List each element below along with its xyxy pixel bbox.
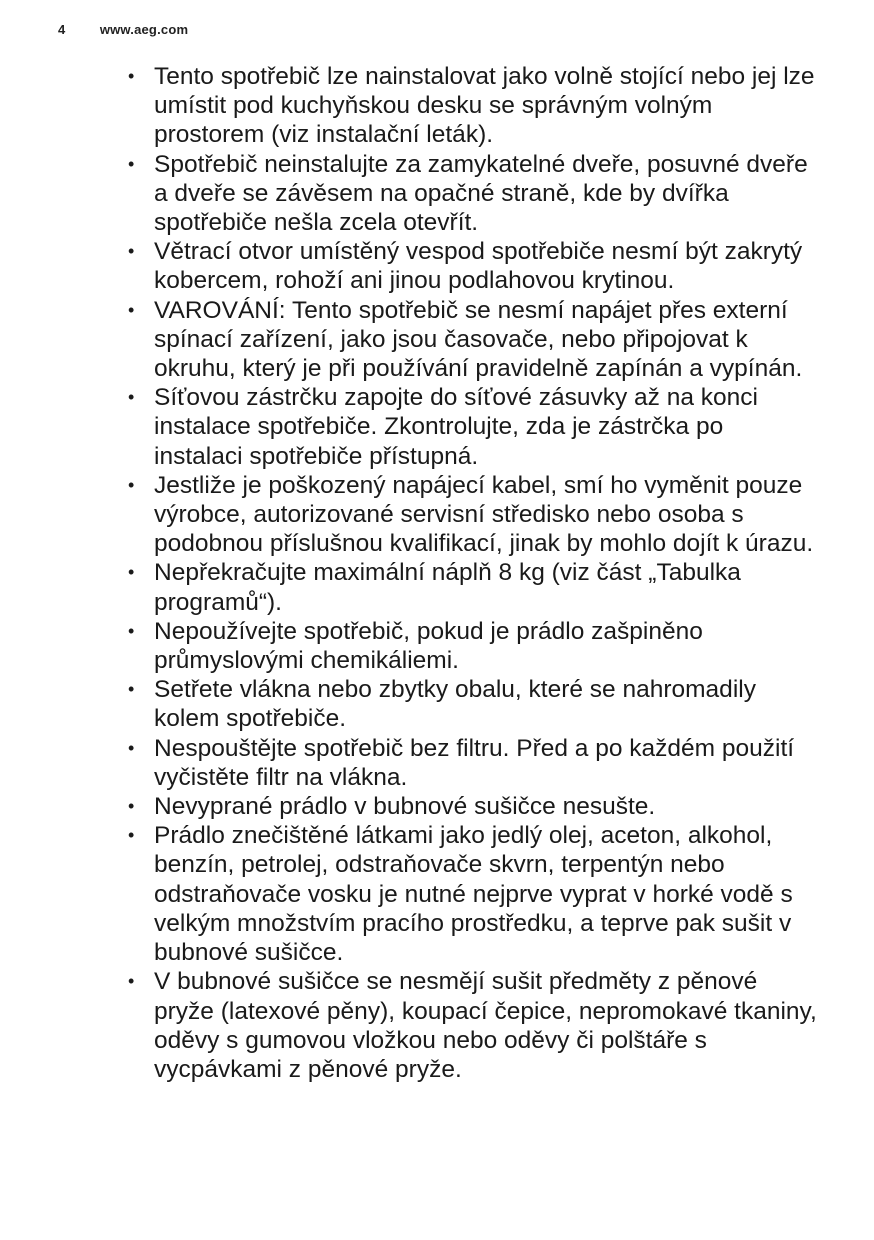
page-header <box>58 22 188 37</box>
list-item-text: Prádlo znečištěné látkami jako jedlý olej, aceton, alkohol, benzín, petrolej, odstraňovače skvrn, terpentýn nebo odstraňovače vosku je nutné nejprve vyprat v horké vodě s velkým množstvím pracího prostředku, a teprve pak sušit v bubnové sušičce. <box>154 822 793 967</box>
bullet-icon: • <box>128 299 135 320</box>
list-item <box>128 558 818 616</box>
list-item-text: Nevyprané prádlo v bubnové sušičce nesušte. <box>154 793 656 821</box>
list-item-text: Setřete vlákna nebo zbytky obalu, které se nahromadily kolem spotřebiče. <box>154 676 756 733</box>
bullet-icon: • <box>128 153 135 174</box>
list-item <box>128 471 818 559</box>
list-item <box>128 383 818 471</box>
list-item-text: VAROVÁNÍ: Tento spotřebič se nesmí napájet přes externí spínací zařízení, jako jsou časovače, nebo připojovat k okruhu, který je při používání pravidelně zapínán a vypínán. <box>154 296 803 383</box>
list-item-text: Nespouštějte spotřebič bez filtru. Před a po každém použití vyčistěte filtr na vlákna. <box>154 734 795 791</box>
bullet-icon: • <box>128 562 135 583</box>
list-item <box>128 675 818 733</box>
bullet-icon: • <box>128 679 135 700</box>
safety-instructions-list <box>128 62 818 1084</box>
list-item <box>128 62 818 150</box>
list-item <box>128 821 818 967</box>
list-item <box>128 237 818 295</box>
bullet-icon: • <box>128 737 135 758</box>
bullet-icon: • <box>128 66 135 86</box>
bullet-icon: • <box>128 971 135 992</box>
list-item-text: Tento spotřebič lze nainstalovat jako volně stojící nebo jej lze umístit pod kuchyňskou desku se správným volným prostorem (viz instalační leták). <box>154 63 815 149</box>
list-item-text: V bubnové sušičce se nesmějí sušit předměty z pěnové pryže (latexové pěny), koupací čepice, nepromokavé tkaniny, oděvy s gumovou vložkou nebo oděvy či polštáře s vycpávkami z pěnové pryže. <box>154 968 817 1083</box>
bullet-icon: • <box>128 620 135 641</box>
list-item-text: Spotřebič neinstalujte za zamykatelné dveře, posuvné dveře a dveře se závěsem na opačné straně, kde by dvířka spotřebiče nešla zcela otevřít. <box>154 150 808 237</box>
list-item-text: Větrací otvor umístěný vespod spotřebiče nesmí být zakrytý kobercem, rohoží ani jinou podlahovou krytinou. <box>154 238 803 295</box>
bullet-icon: • <box>128 241 135 262</box>
list-item <box>128 734 818 792</box>
bullet-icon: • <box>128 387 135 408</box>
list-item <box>128 792 818 821</box>
bullet-icon: • <box>128 825 135 846</box>
site-url: www.aeg.com <box>99 22 189 37</box>
list-item-text: Síťovou zástrčku zapojte do síťové zásuvky až na konci instalace spotřebiče. Zkontrolujte, zda je zástrčka po instalaci spotřebiče přístupná. <box>154 384 758 470</box>
list-item <box>128 150 818 238</box>
list-item <box>128 967 818 1084</box>
list-item-text: Nepřekračujte maximální náplň 8 kg (viz část „Tabulka programů“). <box>154 559 741 616</box>
list-item <box>128 617 818 675</box>
bullet-icon: • <box>128 474 135 495</box>
page-number: 4 <box>58 22 66 37</box>
list-item <box>128 296 818 384</box>
list-item-text: Jestliže je poškozený napájecí kabel, smí ho vyměnit pouze výrobce, autorizované servisní středisko nebo osoba s podobnou příslušnou kvalifikací, jinak by mohlo dojít k úrazu. <box>154 471 814 558</box>
list-item-text: Nepoužívejte spotřebič, pokud je prádlo zašpiněno průmyslovými chemikáliemi. <box>154 617 703 675</box>
bullet-icon: • <box>128 796 135 817</box>
